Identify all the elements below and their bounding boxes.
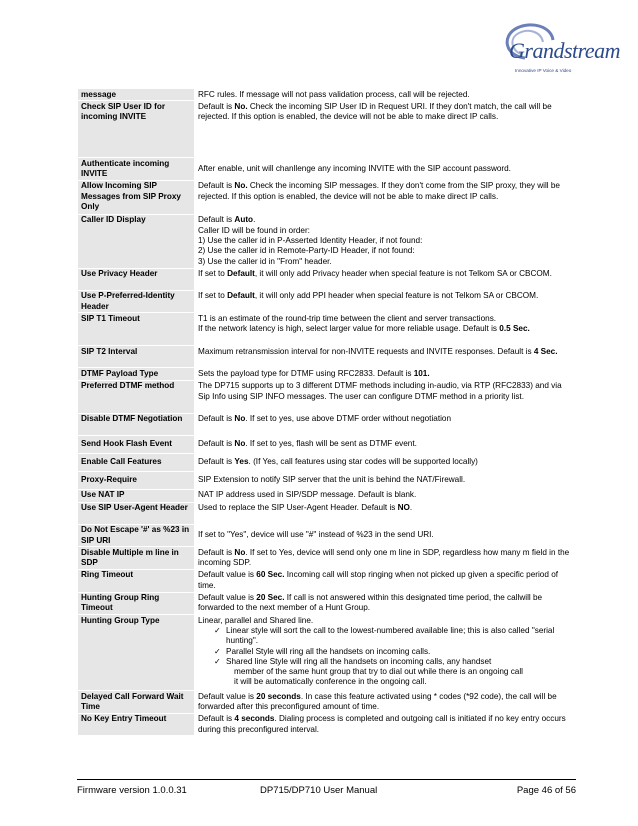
table-row	[78, 101, 576, 158]
table-row	[78, 453, 576, 471]
row-label: message	[78, 89, 195, 101]
row-label: Use SIP User-Agent Header	[78, 502, 195, 524]
row-description: RFC rules. If message will not pass validation process, call will be rejected.	[195, 89, 576, 101]
row-label: SIP T2 Interval	[78, 346, 195, 368]
row-label: Caller ID Display	[78, 214, 195, 268]
row-label: Authenticate incoming INVITE	[78, 158, 195, 181]
row-description: Default is No. If set to yes, flash will be sent as DTMF event.	[195, 435, 576, 453]
row-label: Proxy-Require	[78, 471, 195, 489]
row-description: Default is 4 seconds. Dialing process is completed and outgoing call is initiated if no key entry occurs during this preconfigured interval.	[195, 713, 576, 736]
row-description: Default value is 60 Sec. Incoming call will stop ringing when not picked up given a specific period of time.	[195, 569, 576, 592]
table-row	[78, 502, 576, 524]
row-description: Default is Auto. Caller ID will be found in order: 1) Use the caller id in P-Asserted Identity Header, if not found: 2) Use the caller id in Remote-Party-ID Header, if not found: 3) Use the caller id in "From" header.	[195, 214, 576, 268]
table-row	[78, 268, 576, 290]
row-description: Default is No. Check the incoming SIP User ID in Request URI. If they don't match, the call will be rejected. If this option is enabled, the device will not be able to make direct IP calls.	[195, 101, 576, 158]
table-row	[78, 346, 576, 368]
row-label: Use NAT IP	[78, 489, 195, 502]
table-row	[78, 290, 576, 313]
checkmark-icon: ✓	[214, 646, 221, 656]
row-label: Use P-Preferred-Identity Header	[78, 290, 195, 313]
row-description: Default is No. If set to yes, use above DTMF order without negotiation	[195, 413, 576, 435]
row-label: SIP T1 Timeout	[78, 313, 195, 346]
footer-manual-title: DP715/DP710 User Manual	[260, 785, 378, 796]
row-description: Default is No. Check the incoming SIP messages. If they don't come from the SIP proxy, they will be rejected. If this option is enabled, the device will not be able to make direct IP calls.	[195, 180, 576, 214]
row-description: Sets the payload type for DTMF using RFC2833. Default is 101.	[195, 368, 576, 380]
bullet-item: ✓ Parallel Style will ring all the handsets on incoming calls.	[214, 646, 431, 656]
row-label: Check SIP User ID for incoming INVITE	[78, 101, 195, 158]
table-row	[78, 180, 576, 214]
row-label: Do Not Escape '#' as %23 in SIP URI	[78, 524, 195, 547]
row-description: Default is No. If set to Yes, device will send only one m line in SDP, regardless how many m field in the incoming SDP.	[195, 547, 576, 570]
row-label: Preferred DTMF method	[78, 380, 195, 413]
bullet-item: ✓ Shared line Style will ring all the handsets on incoming calls, any handset	[214, 656, 492, 666]
row-label: Allow Incoming SIP Messages from SIP Proxy Only	[78, 180, 195, 214]
row-label: Hunting Group Ring Timeout	[78, 592, 195, 615]
row-description: If set to Default, it will only add Privacy header when special feature is not Telkom SA or CBCOM.	[195, 268, 576, 290]
row-label: Send Hook Flash Event	[78, 435, 195, 453]
table-row	[78, 547, 576, 570]
grandstream-logo	[495, 18, 621, 82]
logo-brand-text: Grandstream	[509, 38, 621, 63]
table-row	[78, 214, 576, 268]
bullet-item: ✓ Linear style will sort the call to the lowest-numbered available line; this is also called "serial hunting".	[214, 625, 555, 646]
table-row	[78, 89, 576, 101]
table-row	[78, 592, 576, 615]
logo-tagline: Innovative IP Voice & Video	[515, 68, 572, 73]
sip-settings-table	[77, 88, 576, 736]
page-footer	[77, 779, 576, 800]
row-label: Disable DTMF Negotiation	[78, 413, 195, 435]
row-label: Disable Multiple m line in SDP	[78, 547, 195, 570]
row-label: Delayed Call Forward Wait Time	[78, 691, 195, 714]
table-row	[78, 158, 576, 181]
row-description: SIP Extension to notify SIP server that the unit is behind the NAT/Firewall.	[195, 471, 576, 489]
row-description: NAT IP address used in SIP/SDP message. Default is blank.	[195, 489, 576, 502]
table-row	[78, 615, 576, 691]
table-row	[78, 471, 576, 489]
row-label: Hunting Group Type	[78, 615, 195, 691]
table-row	[78, 691, 576, 714]
row-description: Linear, parallel and Shared line. ✓ Linear style will sort the call to the lowest-numbered available line; this is also called "serial hunting". ✓ Parallel Style will ring all the handsets on incoming calls. ✓ Shared line Style will ring all the handsets on incoming calls, any handset member of the same hunt group that try to dial out while there is an ongoing call it will be automatically conference in the ongoing call.	[195, 615, 576, 691]
table-row	[78, 413, 576, 435]
checkmark-icon: ✓	[214, 656, 221, 666]
table-row	[78, 435, 576, 453]
row-description: Default value is 20 Sec. If call is not answered within this designated time period, the callwill be forwarded to the next member of a Hunt Group.	[195, 592, 576, 615]
row-label: Ring Timeout	[78, 569, 195, 592]
row-description: Maximum retransmission interval for non-INVITE requests and INVITE responses. Default is 4 Sec.	[195, 346, 576, 368]
table-row	[78, 524, 576, 547]
row-description: The DP715 supports up to 3 different DTMF methods including in-audio, via RTP (RFC2833) and via Sip Info using SIP INFO messages. The user can configure DTMF method in a priority list.	[195, 380, 576, 413]
table-row	[78, 713, 576, 736]
row-description: After enable, unit will chanllenge any incoming INVITE with the SIP account password.	[195, 158, 576, 181]
table-row	[78, 368, 576, 380]
row-label: Use Privacy Header	[78, 268, 195, 290]
row-label: No Key Entry Timeout	[78, 713, 195, 736]
row-label: DTMF Payload Type	[78, 368, 195, 380]
table-row	[78, 569, 576, 592]
row-description: If set to "Yes", device will use "#" instead of %23 in the send URI.	[195, 524, 576, 547]
row-label: Enable Call Features	[78, 453, 195, 471]
table-row	[78, 380, 576, 413]
row-description: Default is Yes. (If Yes, call features using star codes will be supported locally)	[195, 453, 576, 471]
row-description: T1 is an estimate of the round-trip time between the client and server transactions. If the network latency is high, select larger value for more reliable usage. Default is 0.5 Sec.	[195, 313, 576, 346]
table-row	[78, 313, 576, 346]
row-description: Used to replace the SIP User-Agent Header. Default is NO.	[195, 502, 576, 524]
table-row	[78, 489, 576, 502]
footer-page-number: Page 46 of 56	[516, 785, 576, 796]
row-description: If set to Default, it will only add PPI header when special feature is not Telkom SA or CBCOM.	[195, 290, 576, 313]
checkmark-icon: ✓	[214, 625, 221, 635]
footer-firmware-version: Firmware version 1.0.0.31	[77, 785, 187, 796]
row-description: Default value is 20 seconds. In case this feature activated using * codes (*92 code), the call will be forwarded after this preconfigured amount of time.	[195, 691, 576, 714]
